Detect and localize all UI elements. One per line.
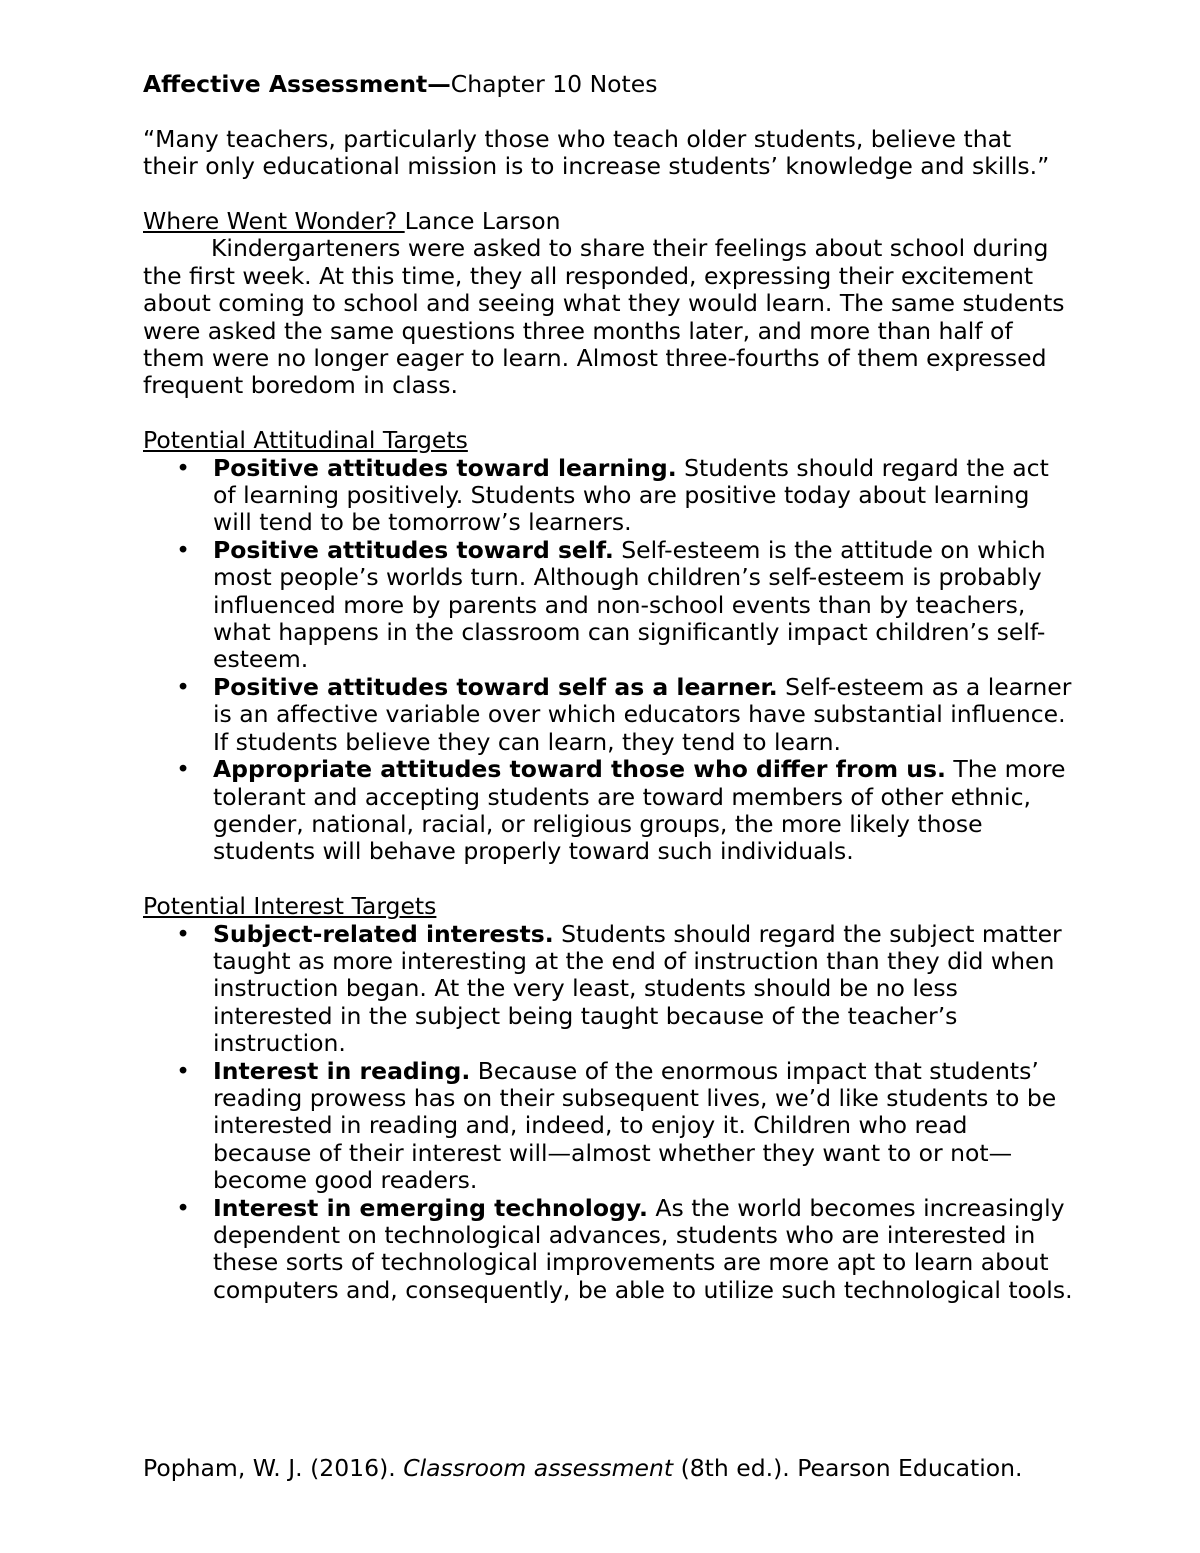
- attitudinal-heading: Potential Attitudinal Targets: [143, 426, 468, 455]
- document-page: [143, 71, 1073, 1304]
- bullet-icon: •: [176, 755, 190, 784]
- story-author: Lance Larson: [404, 207, 561, 235]
- interest-list: [143, 921, 1073, 1305]
- item-bold: Subject-related interests.: [213, 919, 554, 948]
- item-bold: Interest in emerging technology.: [213, 1193, 648, 1222]
- list-item: [176, 1056, 1073, 1195]
- bullet-icon: •: [176, 535, 190, 564]
- bullet-icon: •: [176, 1193, 190, 1222]
- title-bold: Affective Assessment—: [143, 70, 451, 98]
- bullet-icon: •: [176, 453, 190, 482]
- interest-heading: Potential Interest Targets: [143, 892, 437, 921]
- list-item: [176, 453, 1073, 537]
- list-item: [176, 672, 1073, 756]
- item-text: Because of the enormous impact that students’ reading prowess has on their subsequent lives, we’d like students to be interested in reading and, indeed, to enjoy it. Children who read because of their interest will—almost whether they want to or not—become good readers.: [213, 1056, 1057, 1195]
- item-text: Students should regard the act of learning positively. Students who are positive today about learning will tend to be tomorrow’s learners.: [213, 453, 1049, 537]
- story-body: Kindergarteners were asked to share their feelings about school during the first week. At this time, they all responded, expressing their excitement about coming to school and seeing what they would learn. The same students were asked the same questions three months later, and more than half of them were no longer eager to learn. Almost three-fourths of them expressed frequent boredom in class.: [143, 234, 1065, 400]
- citation-suffix: (8th ed.). Pearson Education.: [673, 1454, 1023, 1482]
- list-item: [176, 919, 1073, 1058]
- item-bold: Positive attitudes toward learning.: [213, 453, 677, 482]
- bullet-icon: •: [176, 919, 190, 948]
- spacer: [143, 98, 1073, 125]
- opening-quote: “Many teachers, particularly those who teach older students, believe that their only educational mission is to increase students’ knowledge and skills.”: [143, 124, 1050, 181]
- spacer: [143, 181, 1073, 208]
- list-item: [176, 1193, 1073, 1305]
- item-text: Self-esteem as a learner is an affective variable over which educators have substantial influence. If students believe they can learn, they tend to learn.: [213, 672, 1072, 756]
- item-bold: Interest in reading.: [213, 1056, 471, 1085]
- attitudinal-list: [143, 455, 1073, 866]
- story-heading: [143, 208, 1073, 235]
- bullet-icon: •: [176, 1056, 190, 1085]
- item-text: Students should regard the subject matter taught as more interesting at the end of instruction than they did when instruction began. At the very least, students should be no less interested in the subject being taught because of the teacher’s instruction.: [213, 919, 1062, 1058]
- citation-prefix: Popham, W. J. (2016).: [143, 1454, 404, 1482]
- item-text: Self-esteem is the attitude on which most people’s worlds turn. Although children’s self-esteem is probably influenced more by parents and non-school events than by teachers, what happens in the classroom can significantly impact children’s self-esteem.: [213, 535, 1046, 674]
- item-text: The more tolerant and accepting students are toward members of other ethnic, gender, national, racial, or religious groups, the more likely those students will behave properly toward such individuals.: [213, 755, 1066, 866]
- page-title: [143, 71, 1073, 98]
- item-bold: Positive attitudes toward self as a learner.: [213, 672, 778, 701]
- bullet-icon: •: [176, 672, 190, 701]
- list-item: [176, 535, 1073, 674]
- item-text: As the world becomes increasingly dependent on technological advances, students who are interested in these sorts of technological improvements are more apt to learn about computers and, consequently, be able to utilize such technological tools.: [213, 1193, 1073, 1304]
- spacer: [143, 400, 1073, 427]
- item-bold: Positive attitudes toward self.: [213, 535, 614, 564]
- title-rest: Chapter 10 Notes: [450, 70, 658, 98]
- citation-title: Classroom assessment: [403, 1454, 674, 1482]
- story-title: Where Went Wonder?: [143, 207, 405, 235]
- item-bold: Appropriate attitudes toward those who differ from us.: [213, 755, 946, 784]
- citation: [143, 1455, 1143, 1482]
- list-item: [176, 755, 1073, 866]
- spacer: [143, 866, 1073, 893]
